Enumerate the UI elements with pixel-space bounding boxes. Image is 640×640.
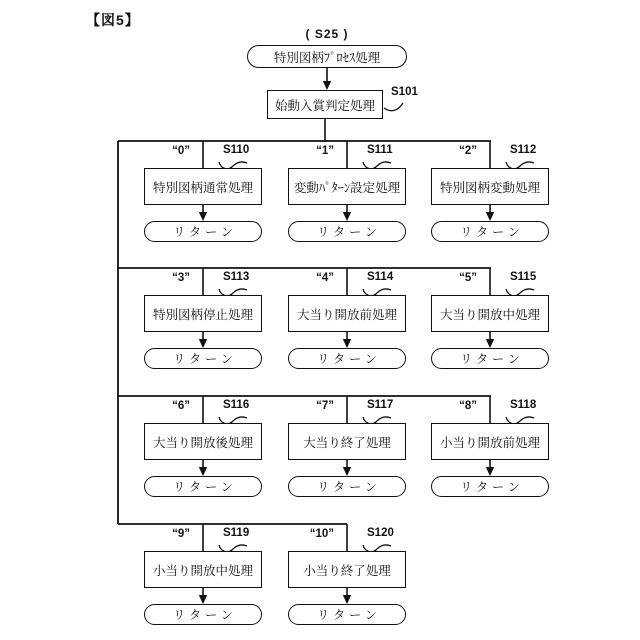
branch-case-label: “1” (316, 145, 334, 157)
return-node: リターン (288, 604, 406, 625)
branch-process-box: 大当り開放前処理 (288, 295, 406, 332)
return-node: リターン (431, 221, 549, 242)
branch-step-label: S111 (367, 144, 393, 156)
branch-step-label: S119 (223, 527, 250, 539)
branch-process-box: 小当り終了処理 (288, 551, 406, 588)
return-node: リターン (288, 476, 406, 497)
branch-case-label: “7” (316, 400, 334, 412)
branch-process-box: 変動ﾊﾟﾀｰﾝ設定処理 (288, 168, 406, 205)
entry-step-ref: ( S25 ) (305, 27, 349, 41)
branch-process-box: 特別図柄通常処理 (144, 168, 262, 205)
branch-process-box: 小当り開放前処理 (431, 423, 549, 460)
return-node: リターン (144, 476, 262, 497)
branch-step-label: S118 (510, 399, 537, 411)
judgment-process-box: 始動入賞判定処理 (267, 90, 383, 119)
branch-step-label: S113 (223, 271, 250, 283)
branch-step-label: S112 (510, 144, 537, 156)
return-node: リターン (431, 476, 549, 497)
branch-case-label: “2” (459, 145, 477, 157)
entry-process-node: 特別図柄ﾌﾟﾛｾｽ処理 (247, 45, 407, 68)
branch-step-label: S116 (223, 399, 250, 411)
branch-step-label: S110 (223, 144, 250, 156)
judgment-step-label: S101 (391, 86, 418, 98)
branch-case-label: “10” (309, 528, 334, 540)
branch-step-label: S114 (367, 271, 394, 283)
branch-step-label: S120 (367, 527, 394, 539)
return-node: リターン (288, 221, 406, 242)
branch-process-box: 小当り開放中処理 (144, 551, 262, 588)
branch-case-label: “4” (316, 272, 334, 284)
branch-step-label: S117 (367, 399, 394, 411)
return-node: リターン (144, 604, 262, 625)
return-node: リターン (288, 348, 406, 369)
branch-case-label: “6” (172, 400, 190, 412)
branch-process-box: 大当り開放後処理 (144, 423, 262, 460)
branch-case-label: “9” (172, 528, 190, 540)
return-node: リターン (144, 348, 262, 369)
return-node: リターン (431, 348, 549, 369)
figure-label: 【図5】 (86, 12, 140, 28)
branch-case-label: “3” (172, 272, 190, 284)
branch-case-label: “0” (172, 145, 190, 157)
return-node: リターン (144, 221, 262, 242)
branch-process-box: 大当り開放中処理 (431, 295, 549, 332)
branch-process-box: 特別図柄停止処理 (144, 295, 262, 332)
branch-process-box: 大当り終了処理 (288, 423, 406, 460)
branch-case-label: “5” (459, 272, 477, 284)
branch-step-label: S115 (510, 271, 537, 283)
branch-process-box: 特別図柄変動処理 (431, 168, 549, 205)
branch-case-label: “8” (459, 400, 477, 412)
